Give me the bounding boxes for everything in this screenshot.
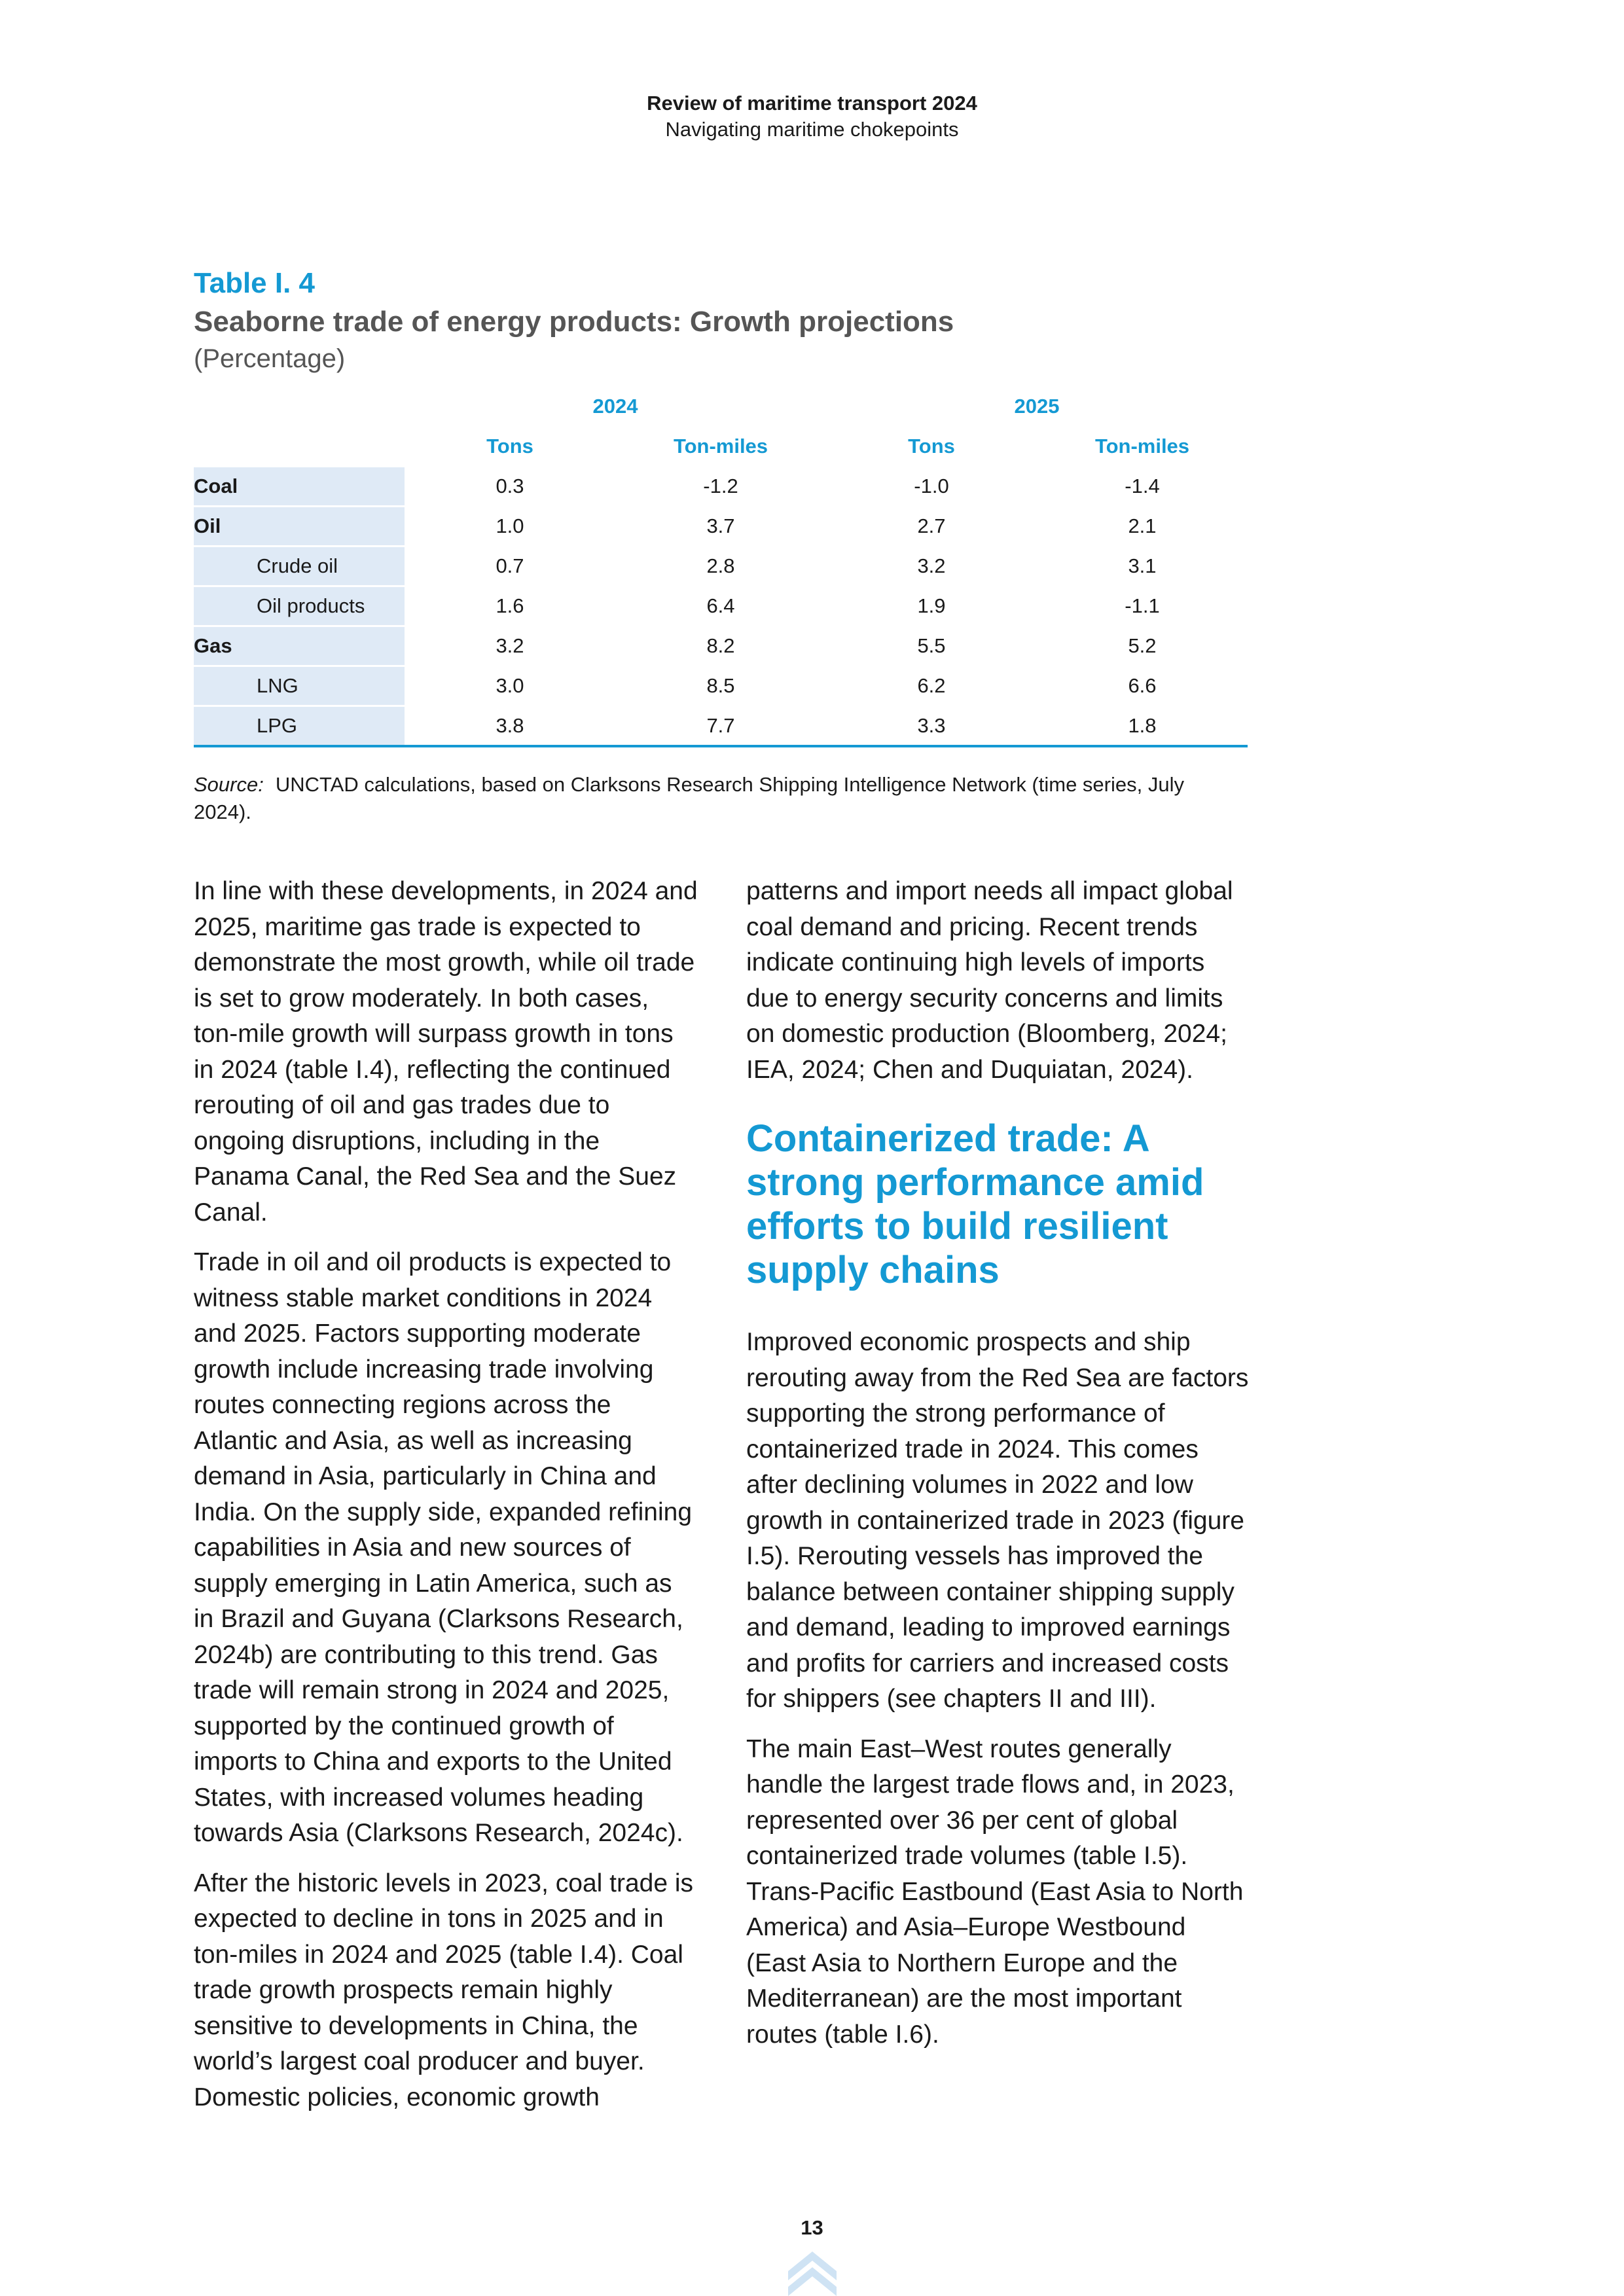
column-header: Ton-miles [1037, 427, 1248, 467]
row-label: Oil [194, 507, 405, 547]
body-paragraph: patterns and import needs all impact global coal demand and pricing. Recent trends indicate continuing high levels of imports due to energy security concerns and limits on domestic production (Bloomberg, 2024; IEA, 2024; Chen and Duquiatan, 2024). [746, 877, 1233, 1084]
energy-projections-table [194, 387, 1248, 747]
table-cell: 1.9 [826, 586, 1037, 626]
row-label: Crude oil [194, 547, 405, 586]
chevron-up-icon[interactable] [788, 2251, 837, 2296]
table-cell: 6.4 [615, 586, 826, 626]
left-text-column [194, 874, 698, 2130]
source-text: UNCTAD calculations, based on Clarksons Research Shipping Intelligence Network (time series, July 2024). [194, 773, 1184, 823]
table-cell: 1.0 [405, 507, 615, 547]
table-cell: -1.0 [826, 467, 1037, 507]
table-cell: 3.2 [405, 626, 615, 666]
right-text-column [746, 874, 1250, 2067]
report-title: Review of maritime transport 2024 [647, 92, 977, 115]
table-row [194, 626, 1248, 666]
column-header: Tons [826, 427, 1037, 467]
table-cell: 3.2 [826, 547, 1037, 586]
table-cell: 3.3 [826, 706, 1037, 747]
table-cell: 3.0 [405, 666, 615, 706]
column-header: Tons [405, 427, 615, 467]
row-label: Oil products [194, 586, 405, 626]
body-paragraph: The main East–West routes generally handle the largest trade flows and, in 2023, represented over 36 per cent of global containerized trade volumes (table I.5). Trans-Pacific Eastbound (East Asia to North America) and Asia–Europe Westbound (East Asia to Northern Europe and the Mediterranean) are the most important routes (table I.6). [746, 1734, 1244, 2049]
body-paragraph: After the historic levels in 2023, coal trade is expected to decline in tons in 2025 and in ton-miles in 2024 and 2025 (table I.4). Coal trade growth prospects remain highly sensitive to developments in China, the world’s largest coal producer and buyer. Domestic policies, economic growth [194, 1869, 694, 2111]
table-cell: 2.8 [615, 547, 826, 586]
body-paragraph: In line with these developments, in 2024 and 2025, maritime gas trade is expected to demonstrate the most growth, while oil trade is set to grow moderately. In both cases, ton-mile growth will surpass growth in tons in 2024 (table I.4), reflecting the continued rerouting of oil and gas trades due to ongoing disruptions, including in the Panama Canal, the Red Sea and the Suez Canal. [194, 877, 698, 1227]
table-cell: 0.7 [405, 547, 615, 586]
body-paragraph: Trade in oil and oil products is expected to witness stable market conditions in 2024 and 2025. Factors supporting moderate growth include increasing trade involving routes connecting regions across the Atlantic and Asia, as well as increasing demand in Asia, particularly in China and India. On the supply side, expanded refining capabilities in Asia and new sources of supply emerging in Latin America, such as in Brazil and Guyana (Clarksons Research, 2024b) are contributing to this trend. Gas trade will remain strong in 2024 and 2025, supported by the continued growth of imports to China and exports to the United States, with increased volumes heading towards Asia (Clarksons Research, 2024c). [194, 1248, 693, 1847]
table-row [194, 666, 1248, 706]
table-cell: 1.8 [1037, 706, 1248, 747]
year-header-2024: 2024 [405, 387, 826, 427]
table-row [194, 467, 1248, 507]
running-header [0, 90, 1624, 143]
table-cell: 1.6 [405, 586, 615, 626]
row-label: LNG [194, 666, 405, 706]
table-cell: 3.7 [615, 507, 826, 547]
body-paragraph: Improved economic prospects and ship rerouting away from the Red Sea are factors supporting the strong performance of containerized trade in 2024. This comes after declining volumes in 2022 and low growth in containerized trade in 2023 (figure I.5). Rerouting vessels has improved the balance between container shipping supply and demand, leading to improved earnings and profits for carriers and increased costs for shippers (see chapters II and III). [746, 1328, 1249, 1713]
table-cell: 5.2 [1037, 626, 1248, 666]
header-blank-cell [194, 387, 405, 427]
table-row [194, 507, 1248, 547]
table-cell: 7.7 [615, 706, 826, 747]
table-cell: -1.4 [1037, 467, 1248, 507]
table-cell: -1.1 [1037, 586, 1248, 626]
row-label: Coal [194, 467, 405, 507]
row-label: Gas [194, 626, 405, 666]
table-cell: 2.7 [826, 507, 1037, 547]
table-title: Seaborne trade of energy products: Growth projections [194, 306, 954, 338]
table-cell: 3.8 [405, 706, 615, 747]
table-cell: 0.3 [405, 467, 615, 507]
year-header-2025: 2025 [826, 387, 1248, 427]
table-label: Table I. 4 [194, 267, 316, 299]
table-cell: 8.2 [615, 626, 826, 666]
report-subtitle: Navigating maritime chokepoints [665, 118, 959, 141]
subheader-blank-cell [194, 427, 405, 467]
table-row [194, 547, 1248, 586]
source-label: Source: [194, 773, 264, 796]
table-unit: (Percentage) [194, 344, 346, 373]
table-cell: 6.2 [826, 666, 1037, 706]
table-row [194, 586, 1248, 626]
table-cell: 6.6 [1037, 666, 1248, 706]
table-cell: 3.1 [1037, 547, 1248, 586]
table-cell: 2.1 [1037, 507, 1248, 547]
row-label: LPG [194, 706, 405, 747]
table-cell: 5.5 [826, 626, 1037, 666]
table-cell: -1.2 [615, 467, 826, 507]
section-heading: Containerized trade: A strong performance amid efforts to build resilient supply chains [746, 1117, 1204, 1291]
column-header: Ton-miles [615, 427, 826, 467]
table-source-note [194, 771, 1241, 826]
table-cell: 8.5 [615, 666, 826, 706]
page-number: 13 [801, 2216, 823, 2239]
table-row [194, 706, 1248, 747]
